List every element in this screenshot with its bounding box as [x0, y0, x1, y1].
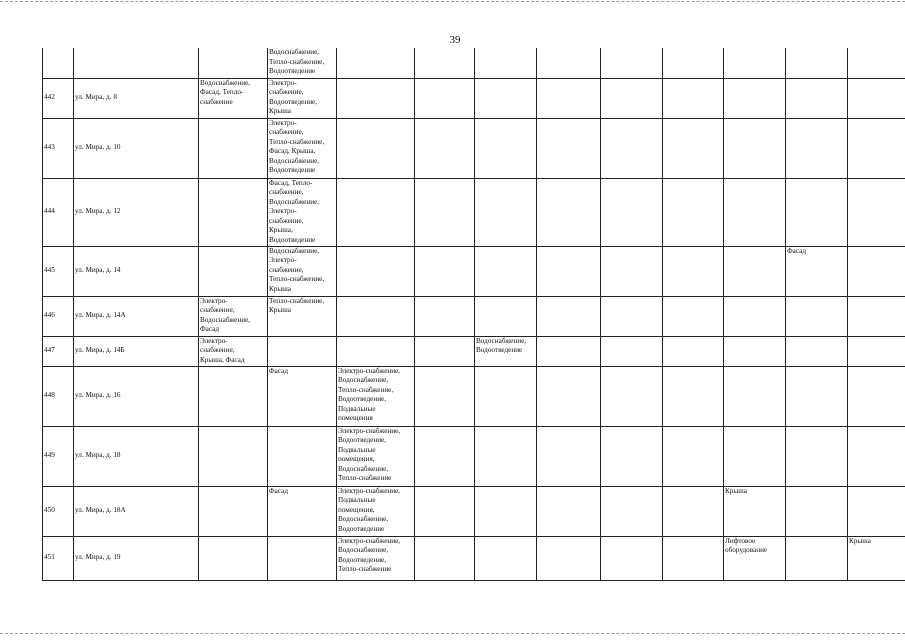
work-item-line: снабжение, — [269, 128, 304, 136]
work-cell-c10 — [786, 336, 848, 366]
work-cell-c2018 — [199, 118, 268, 178]
work-item-line: Электро- — [269, 207, 297, 215]
work-cell-c10 — [786, 296, 848, 336]
work-item-line: Тепло-снабжение, — [269, 275, 325, 283]
work-cell-c2018 — [199, 426, 268, 486]
work-cell-c9 — [724, 426, 786, 486]
work-cell-c2020 — [337, 78, 415, 118]
work-item-line: Водоснабжение, — [338, 376, 389, 384]
work-cell-c2020 — [337, 246, 415, 296]
work-cell-c7 — [601, 426, 663, 486]
work-cell-c7 — [601, 486, 663, 536]
work-cell-c2019 — [268, 486, 337, 536]
work-cell-c6 — [537, 246, 601, 296]
work-item-line: Водоотведение, — [338, 555, 387, 564]
work-cell-c7 — [601, 536, 663, 580]
work-cell-c5 — [475, 296, 537, 336]
work-cell-c2018 — [199, 178, 268, 246]
work-item-line: Электро-снабжение, — [338, 426, 401, 435]
work-cell-c2020 — [337, 118, 415, 178]
work-cell-c10 — [786, 536, 848, 580]
work-item-line: Фасад, Тепло- — [269, 178, 313, 187]
work-cell-c2019 — [268, 536, 337, 580]
work-cell-c5 — [475, 78, 537, 118]
work-cell-c4 — [415, 48, 475, 78]
work-cell-c10 — [786, 426, 848, 486]
work-cell-c6 — [537, 366, 601, 426]
work-cell-c5 — [475, 118, 537, 178]
work-cell-c2020 — [337, 296, 415, 336]
work-item-line: Электро- — [269, 256, 297, 264]
work-schedule-table — [42, 48, 905, 581]
table-row — [43, 296, 905, 336]
work-cell-c2020 — [337, 366, 415, 426]
work-item-line: Электро- — [269, 78, 297, 87]
work-cell-c2020 — [337, 426, 415, 486]
work-item-line: Тепло-снабжение — [338, 474, 392, 482]
work-item-line: Электро-снабжение, — [338, 366, 401, 375]
work-cell-c9 — [724, 536, 786, 580]
work-cell-c2018 — [199, 78, 268, 118]
work-item-line: Лифтовое — [725, 536, 756, 545]
work-cell-c9 — [724, 336, 786, 366]
work-cell-c10 — [786, 48, 848, 78]
work-cell-c8 — [663, 118, 724, 178]
work-item-line: Электро-снабжение, — [338, 486, 401, 495]
address-cell: ул. Мира, д. 8 — [74, 78, 199, 118]
work-cell-c11 — [848, 178, 905, 246]
work-item-line: Водоотведение, — [338, 436, 387, 444]
work-cell-c11 — [848, 48, 905, 78]
table-row — [43, 48, 905, 78]
work-item-line: Водоотведение, — [269, 97, 318, 106]
work-cell-c9 — [724, 118, 786, 178]
work-cell-c2020 — [337, 48, 415, 78]
address-cell: ул. Мира, д. 18А — [74, 486, 199, 536]
work-cell-c8 — [663, 178, 724, 246]
work-cell-c2018 — [199, 296, 268, 336]
work-cell-c6 — [537, 78, 601, 118]
work-cell-c8 — [663, 536, 724, 580]
work-item-line: Водоотведение, — [338, 395, 387, 403]
row-number: 451 — [43, 536, 74, 580]
work-cell-c5 — [475, 366, 537, 426]
work-cell-c7 — [601, 246, 663, 296]
work-cell-c11 — [848, 246, 905, 296]
table-row — [43, 246, 905, 296]
work-item-line: Электро- — [269, 118, 297, 127]
work-cell-c4 — [415, 486, 475, 536]
work-item-line: Тепло-снабжение, — [269, 296, 325, 305]
work-cell-c8 — [663, 48, 724, 78]
work-cell-c2020 — [337, 336, 415, 366]
row-number: 443 — [43, 118, 74, 178]
work-cell-c7 — [601, 78, 663, 118]
work-cell-c5 — [475, 426, 537, 486]
work-cell-c5 — [475, 486, 537, 536]
work-cell-c4 — [415, 426, 475, 486]
address-cell: ул. Мира, д. 14А — [74, 296, 199, 336]
work-cell-c9 — [724, 486, 786, 536]
table-body — [43, 48, 905, 580]
work-item-line: Водоотведение — [338, 524, 385, 533]
work-cell-c4 — [415, 296, 475, 336]
work-item-line: Тепло-снабжение, — [269, 137, 325, 146]
work-cell-c8 — [663, 246, 724, 296]
scan-bottom-edge — [0, 633, 905, 634]
work-cell-c6 — [537, 486, 601, 536]
work-item-line: Подвальные — [338, 445, 376, 454]
address-cell: ул. Мира, д. 16 — [74, 366, 199, 426]
work-item-line: Электро-снабжение, — [338, 536, 401, 545]
work-item-line: помещения, — [338, 455, 375, 463]
work-cell-c10 — [786, 78, 848, 118]
work-cell-c4 — [415, 336, 475, 366]
work-item-line: Подвальные — [338, 496, 376, 504]
work-item-line: Водоотведение — [269, 166, 316, 174]
work-cell-c7 — [601, 118, 663, 178]
work-cell-c11 — [848, 78, 905, 118]
work-cell-c2020 — [337, 486, 415, 536]
work-cell-c7 — [601, 366, 663, 426]
work-item-line: снабжение, — [200, 306, 235, 314]
work-cell-c5 — [475, 246, 537, 296]
work-item-line: Водоснабжение, — [200, 78, 251, 87]
work-item-line: Электро- — [200, 296, 228, 305]
table-row — [43, 78, 905, 118]
work-cell-c9 — [724, 366, 786, 426]
page-number: 39 — [449, 34, 461, 46]
work-cell-c8 — [663, 296, 724, 336]
work-cell-c7 — [601, 336, 663, 366]
address-cell: ул. Мира, д. 14 — [74, 246, 199, 296]
address-cell: ул. Мира, д. 18 — [74, 426, 199, 486]
work-item-line: снабжение, — [269, 216, 304, 225]
work-cell-c2018 — [199, 536, 268, 580]
work-cell-c4 — [415, 536, 475, 580]
work-item-line: Крыша — [269, 306, 291, 314]
address-cell: ул. Мира, д. 10 — [74, 118, 199, 178]
work-cell-c6 — [537, 296, 601, 336]
row-number: 450 — [43, 486, 74, 536]
work-item-line: Водоснабжение, — [269, 197, 320, 206]
scan-top-edge — [0, 1, 905, 2]
work-item-line: Тепло-снабжение, — [269, 57, 325, 66]
work-cell-c8 — [663, 486, 724, 536]
work-cell-c9 — [724, 246, 786, 296]
work-cell-c2018 — [199, 246, 268, 296]
work-cell-c2019 — [268, 246, 337, 296]
work-cell-c2018 — [199, 486, 268, 536]
work-cell-c7 — [601, 178, 663, 246]
work-cell-c10 — [786, 246, 848, 296]
work-item-line: снабжение, — [269, 265, 304, 274]
work-cell-c10 — [786, 366, 848, 426]
row-number: 448 — [43, 366, 74, 426]
row-number: 445 — [43, 246, 74, 296]
work-item-line: Тепло-снабжение — [338, 565, 392, 573]
work-item-line: Крыша, — [269, 226, 293, 234]
table-row — [43, 118, 905, 178]
work-cell-c4 — [415, 178, 475, 246]
work-item-line: оборудование — [725, 546, 768, 554]
work-cell-c2019 — [268, 336, 337, 366]
work-cell-c6 — [537, 336, 601, 366]
table-row — [43, 178, 905, 246]
address-cell: ул. Мира, д. 14Б — [74, 336, 199, 366]
work-item-line: Водоснабжение, — [338, 546, 389, 554]
work-cell-c6 — [537, 48, 601, 78]
work-item-line: Фасад — [269, 486, 288, 495]
row-number: 444 — [43, 178, 74, 246]
work-cell-c11 — [848, 366, 905, 426]
work-cell-c2018 — [199, 48, 268, 78]
row-number: 446 — [43, 296, 74, 336]
work-cell-c2019 — [268, 78, 337, 118]
work-item-line: помещения, — [338, 505, 375, 514]
work-cell-c6 — [537, 426, 601, 486]
work-item-line: Водоснабжение, — [338, 515, 389, 523]
work-cell-c8 — [663, 426, 724, 486]
work-item-line: Водоснабжение, — [338, 464, 389, 473]
work-item-line: Фасад — [269, 366, 288, 375]
work-cell-c11 — [848, 336, 905, 366]
table-row — [43, 336, 905, 366]
work-item-line: Крыша — [269, 107, 291, 115]
work-cell-c5 — [475, 178, 537, 246]
table-row — [43, 426, 905, 486]
row-number: 447 — [43, 336, 74, 366]
work-cell-c2019 — [268, 118, 337, 178]
work-item-line: снабжение, — [269, 88, 304, 96]
table-row — [43, 536, 905, 580]
work-cell-c4 — [415, 78, 475, 118]
work-cell-c2019 — [268, 426, 337, 486]
work-cell-c6 — [537, 536, 601, 580]
work-cell-c9 — [724, 78, 786, 118]
work-cell-c5 — [475, 48, 537, 78]
address-cell: ул. Мира, д. 19 — [74, 536, 199, 580]
address-cell: ул. Мира, д. 12 — [74, 178, 199, 246]
row-number — [43, 48, 74, 78]
work-item-line: Водоснабжение, — [200, 315, 251, 324]
work-item-line: Водоснабжение, — [476, 336, 527, 345]
work-item-line: Крыша — [725, 486, 747, 495]
work-cell-c4 — [415, 246, 475, 296]
work-cell-c11 — [848, 486, 905, 536]
work-cell-c7 — [601, 296, 663, 336]
work-item-line: Водоотведение — [269, 67, 316, 75]
work-cell-c10 — [786, 486, 848, 536]
work-cell-c7 — [601, 48, 663, 78]
work-item-line: снабжение, — [269, 188, 304, 196]
work-cell-c8 — [663, 366, 724, 426]
work-cell-c6 — [537, 178, 601, 246]
work-item-line: помещения — [338, 414, 373, 422]
address-cell — [74, 48, 199, 78]
work-cell-c8 — [663, 78, 724, 118]
work-cell-c4 — [415, 366, 475, 426]
table-row — [43, 486, 905, 536]
work-item-line: снабжение, — [200, 346, 235, 354]
work-cell-c8 — [663, 336, 724, 366]
work-item-line: Фасад — [200, 325, 219, 333]
work-cell-c11 — [848, 536, 905, 580]
work-cell-c9 — [724, 296, 786, 336]
work-item-line: Крыша — [269, 284, 291, 293]
work-item-line: снабжение — [200, 97, 233, 106]
work-item-line: Фасад, Тепло- — [200, 88, 244, 96]
work-cell-c2019 — [268, 366, 337, 426]
work-cell-c2019 — [268, 48, 337, 78]
work-cell-c2019 — [268, 178, 337, 246]
work-item-line: Водоснабжение, — [269, 48, 320, 56]
work-cell-c2018 — [199, 366, 268, 426]
work-cell-c2020 — [337, 178, 415, 246]
work-cell-c10 — [786, 178, 848, 246]
work-item-line: Фасад, Крыша, — [269, 147, 316, 155]
work-item-line: Крыша — [849, 536, 871, 545]
work-item-line: Фасад — [787, 246, 806, 255]
work-item-line: Водоснабжение, — [269, 246, 320, 255]
work-cell-c6 — [537, 118, 601, 178]
work-cell-c5 — [475, 536, 537, 580]
work-item-line: Подвальные — [338, 404, 376, 413]
work-cell-c11 — [848, 296, 905, 336]
table-row — [43, 366, 905, 426]
work-cell-c11 — [848, 426, 905, 486]
row-number: 442 — [43, 78, 74, 118]
work-item-line: Крыша, Фасад — [200, 355, 245, 364]
work-cell-c2019 — [268, 296, 337, 336]
work-cell-c9 — [724, 48, 786, 78]
work-item-line: Тепло-снабжение, — [338, 385, 394, 394]
work-cell-c4 — [415, 118, 475, 178]
row-number: 449 — [43, 426, 74, 486]
work-cell-c2020 — [337, 536, 415, 580]
work-item-line: Электро- — [200, 336, 228, 345]
work-cell-c10 — [786, 118, 848, 178]
work-item-line: Водоснабжение, — [269, 156, 320, 165]
work-item-line: Водоотведение — [269, 235, 316, 244]
work-cell-c9 — [724, 178, 786, 246]
work-cell-c5 — [475, 336, 537, 366]
work-item-line: Водоотведение — [476, 346, 523, 354]
work-cell-c2018 — [199, 336, 268, 366]
work-cell-c11 — [848, 118, 905, 178]
